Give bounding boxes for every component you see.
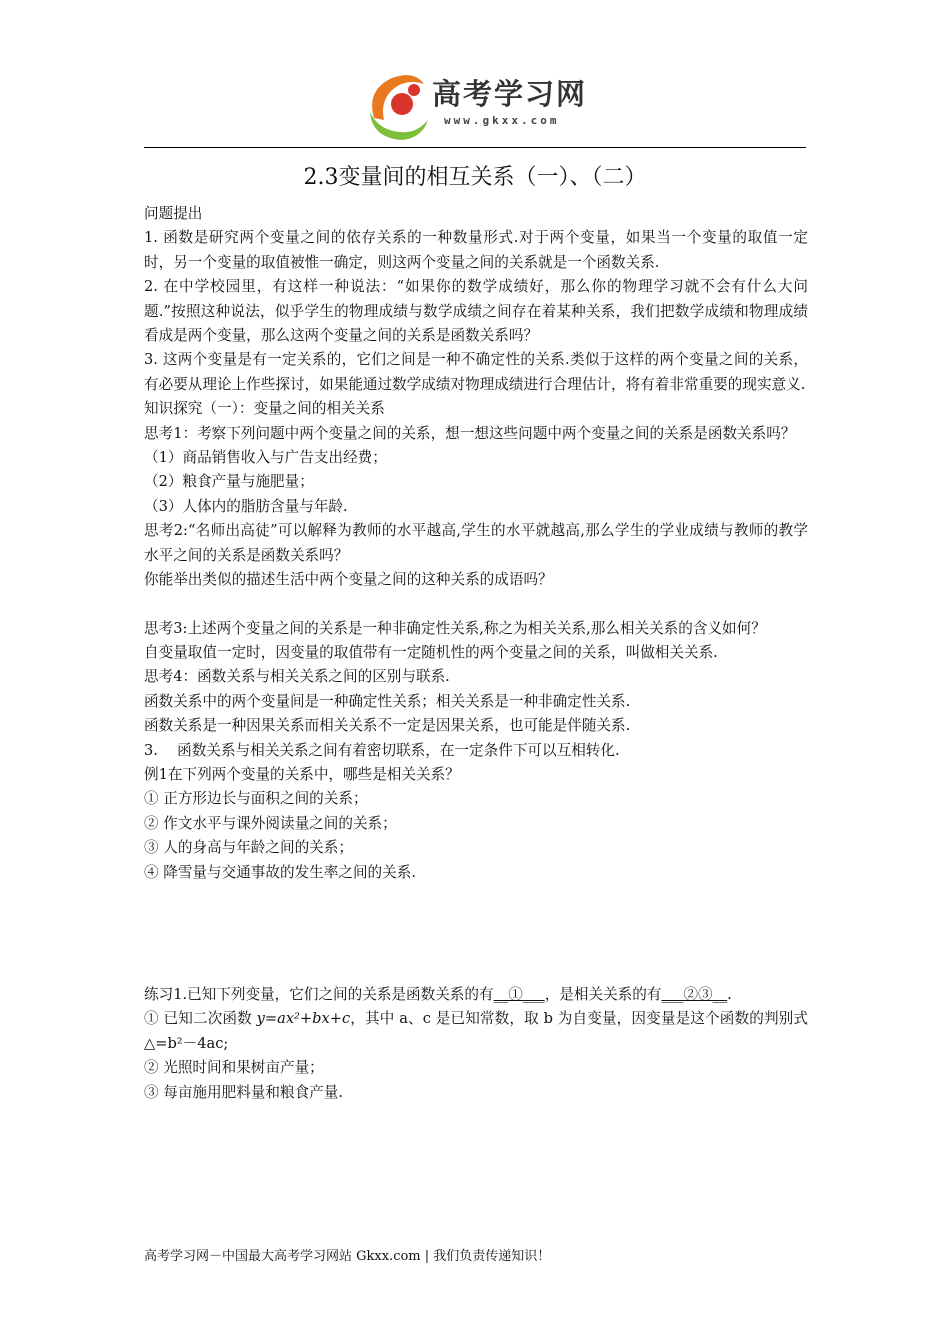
- list-item: ③ 人的身高与年龄之间的关系；: [144, 839, 353, 857]
- exercise-intro-end: .: [727, 985, 732, 1003]
- paragraph: 思考1：考察下列问题中两个变量之间的关系，想一想这些问题中两个变量之间的关系是函数关系吗？: [144, 424, 796, 442]
- quadratic-formula: y=ax²+bx+c: [256, 1010, 351, 1028]
- exercise-item: [144, 1007, 808, 1056]
- answer-blank-correlation: ___②③__: [661, 985, 728, 1003]
- paragraph: 3. 函数关系与相关关系之间有着密切联系，在一定条件下可以互相转化.: [144, 741, 620, 759]
- section-heading: 知识探究（一）：变量之间的相关关系: [144, 400, 385, 418]
- list-item: ① 正方形边长与面积之间的关系；: [144, 790, 368, 808]
- exercise-question: [144, 983, 808, 1007]
- list-item: ② 作文水平与课外阅读量之间的关系；: [144, 814, 397, 832]
- paragraph: 你能举出类似的描述生活中两个变量之间的这种关系的成语吗？: [144, 571, 553, 589]
- exercise-item-text: ① 已知二次函数: [144, 1010, 257, 1028]
- example-heading: 例1在下列两个变量的关系中，哪些是相关关系？: [144, 765, 460, 783]
- page-footer: 高考学习网－中国最大高考学习网站 Gkxx.com | 我们负责传递知识！: [144, 1249, 551, 1264]
- paragraph: 思考2:“名师出高徒”可以解释为教师的水平越高,学生的水平就越高,那么学生的学业成绩与教师的教学水平之间的关系是函数关系吗？: [144, 522, 808, 564]
- paragraph: 3. 这两个变量是有一定关系的，它们之间是一种不确定性的关系.类似于这样的两个变量之间的关系，有必要从理论上作些探讨，如果能通过数学成绩对物理成绩进行合理估计，将有着非常重要的现实意义.: [144, 351, 808, 393]
- list-item: （3）人体内的脂肪含量与年龄.: [144, 497, 348, 515]
- paragraph: 思考3:上述两个变量之间的关系是一种非确定性关系,称之为相关关系,那么相关关系的含义如何？: [144, 619, 766, 637]
- document-body: [144, 202, 808, 1105]
- header-divider: [144, 147, 806, 148]
- paragraph: 函数关系中的两个变量间是一种确定性关系；相关关系是一种非确定性关系.: [144, 692, 631, 710]
- exercise-intro: 练习1.已知下列变量，它们之间的关系是函数关系的有: [144, 985, 494, 1003]
- page-title: 2.3变量间的相互关系（一）、（二）: [303, 165, 647, 190]
- spacer: [144, 885, 808, 983]
- exercise-intro-mid: ，是相关关系的有: [544, 985, 662, 1003]
- logo-url: www.gkxx.com: [444, 114, 560, 127]
- site-logo: [362, 66, 602, 146]
- exercise-item: ③ 每亩施用肥料量和粮食产量.: [144, 1083, 343, 1101]
- list-item: （2）粮食产量与施肥量；: [144, 473, 314, 491]
- paragraph: 1. 函数是研究两个变量之间的依存关系的一种数量形式.对于两个变量，如果当一个变量的取值一定时，另一个变量的取值被惟一确定，则这两个变量之间的关系就是一个函数关系.: [144, 229, 808, 271]
- spacer: [144, 593, 808, 617]
- paragraph: 函数关系是一种因果关系而相关关系不一定是因果关系，也可能是伴随关系.: [144, 717, 631, 735]
- logo-emblem-icon: [362, 68, 432, 144]
- list-item: ④ 降雪量与交通事故的发生率之间的关系.: [144, 863, 416, 881]
- exercise-item-text: ，其中 a、c 是已知常数，取 b 为自变量，因变量是这个函数的判别式△=b²－4ac;: [144, 1010, 808, 1052]
- paragraph: 问题提出: [144, 205, 203, 222]
- logo-name: 高考学习网: [432, 77, 588, 111]
- paragraph: 2. 在中学校园里，有这样一种说法：“如果你的数学成绩好，那么你的物理学习就不会有什么大问题.”按照这种说法，似乎学生的物理成绩与数学成绩之间存在着某种关系，我们把数学成绩和物理成绩看成是两个变量，那么这两个变量之间的关系是函数关系吗？: [144, 278, 808, 345]
- list-item: （1）商品销售收入与广告支出经费；: [144, 449, 387, 467]
- paragraph: 自变量取值一定时，因变量的取值带有一定随机性的两个变量之间的关系，叫做相关关系.: [144, 643, 718, 661]
- exercise-item: ② 光照时间和果树亩产量；: [144, 1059, 324, 1077]
- answer-blank-function: __①___: [493, 985, 545, 1003]
- paragraph: 思考4：函数关系与相关关系之间的区别与联系.: [144, 668, 450, 686]
